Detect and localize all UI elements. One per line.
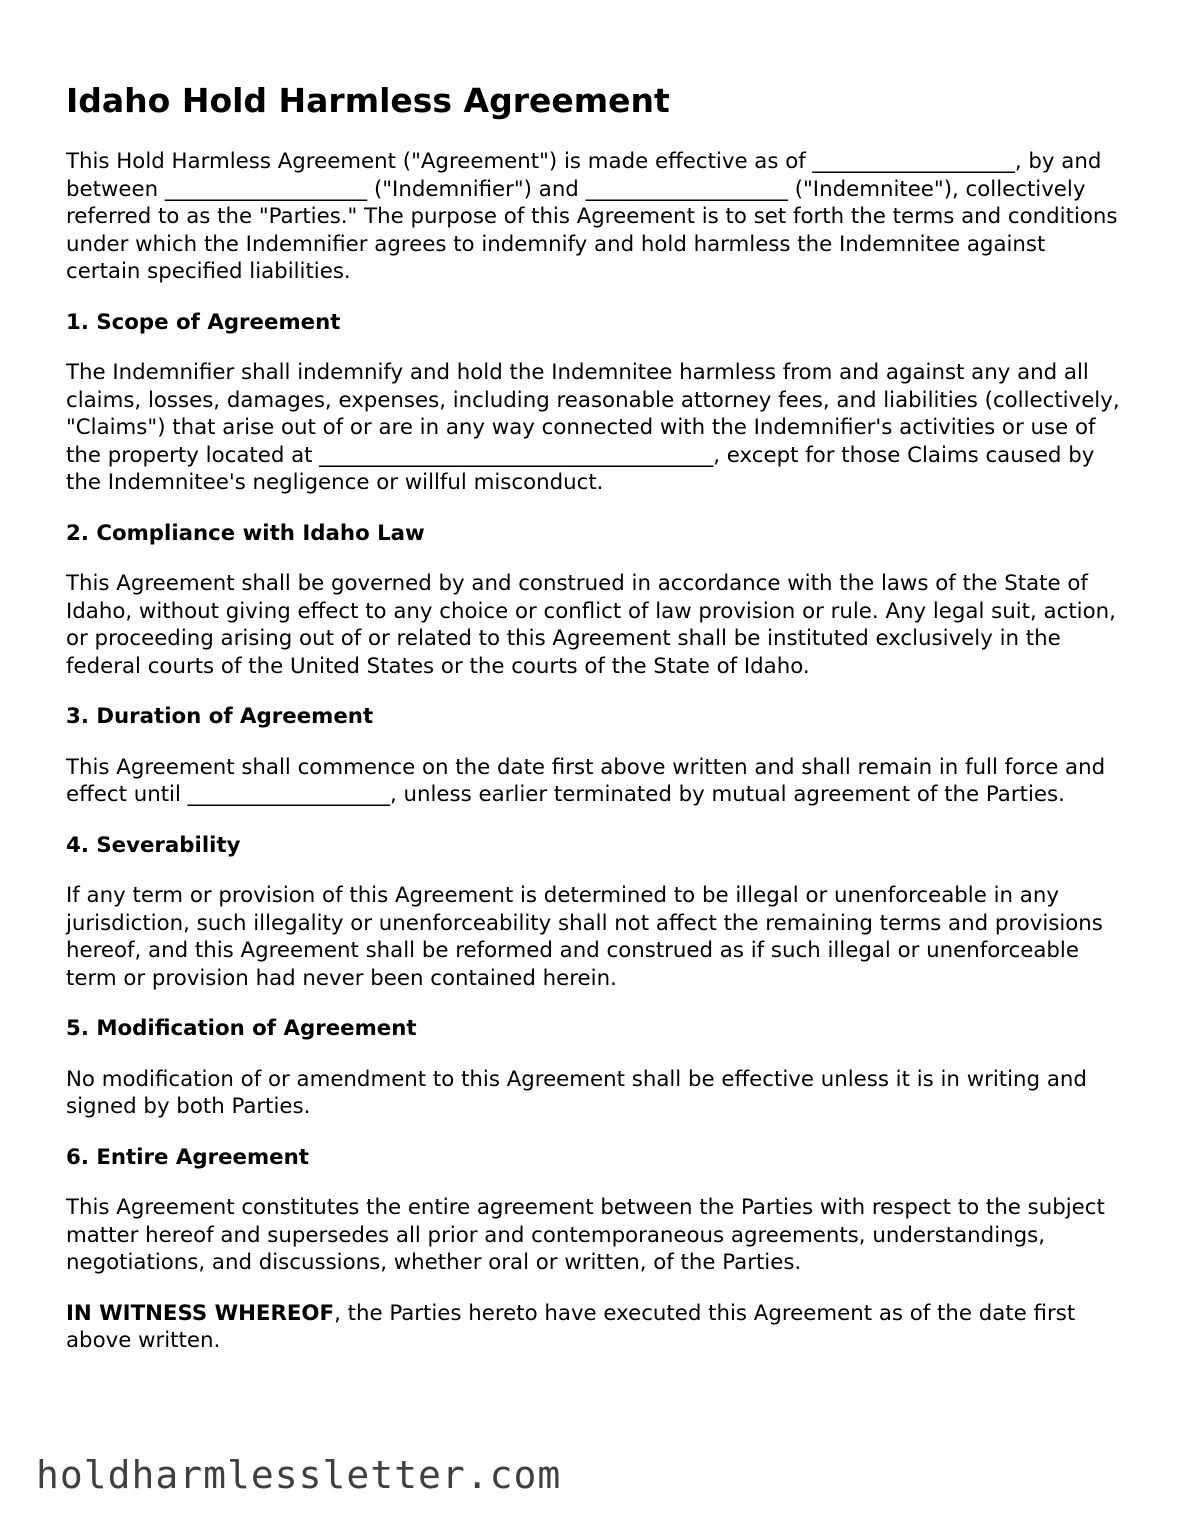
- witness-rest: , the Parties hereto have executed this Agreement as of the date first above written.: [66, 1300, 1076, 1353]
- section-body-entire-agreement: This Agreement constitutes the entire agreement between the Parties with respect to the subject matter hereof and supersedes all prior and contemporaneous agreements, understandings, negotiations, and discussions, whether oral or written, of the Parties.: [66, 1195, 1105, 1275]
- document-title: Idaho Hold Harmless Agreement: [66, 81, 670, 120]
- section-body-modification: No modification of or amendment to this Agreement shall be effective unless it is in writing and signed by both Parties.: [66, 1066, 1087, 1119]
- witness-lead: IN WITNESS WHEREOF: [66, 1300, 335, 1326]
- section-body-severability: If any term or provision of this Agreement is determined to be illegal or unenforceable in any jurisdiction, such illegality or unenforceability shall not affect the remaining terms and provisions hereof, and this Agreement shall be reformed and construed as if such illegal or unenforceable term or provision had never been contained herein.: [66, 883, 1103, 991]
- website-watermark: holdharmlessletter.com: [36, 1453, 562, 1497]
- intro-paragraph: This Hold Harmless Agreement ("Agreement") is made effective as of ___________________, by and between ___________________ ("Indemnifier") and ___________________ ("Indemnitee"), collectively referred to as the "Parties." The purpose of this Agreement is to set forth the terms and conditions under which the Indemnifier agrees to indemnify and hold harmless the Indemnitee against certain specified liabilities.: [66, 149, 1118, 284]
- section-body-scope: The Indemnifier shall indemnify and hold the Indemnitee harmless from and against any and all claims, losses, damages, expenses, including reasonable attorney fees, and liabilities (collectively, "Claims") that arise out of or are in any way connected with the Indemnifier's activities or use of the property located at _____________________________________, except for those Claims caused by the Indemnitee's negligence or willful misconduct.: [66, 360, 1120, 495]
- section-heading-modification: 5. Modification of Agreement: [66, 1016, 417, 1041]
- document-page: [66, 78, 1126, 1378]
- section-body-duration: This Agreement shall commence on the date first above written and shall remain in full force and effect until ___________________, unless earlier terminated by mutual agreement of the Parties.: [66, 754, 1106, 807]
- section-heading-compliance: 2. Compliance with Idaho Law: [66, 520, 425, 546]
- section-heading-severability: 4. Severability: [66, 832, 241, 858]
- section-heading-entire-agreement: 6. Entire Agreement: [66, 1144, 309, 1170]
- section-heading-duration: 3. Duration of Agreement: [66, 704, 374, 729]
- witness-paragraph: [66, 1300, 1126, 1355]
- section-heading-scope: 1. Scope of Agreement: [66, 309, 341, 335]
- section-body-compliance: This Agreement shall be governed by and construed in accordance with the laws of the State of Idaho, without giving effect to any choice or conflict of law provision or rule. Any legal suit, action, or proceeding arising out of or related to this Agreement shall be instituted exclusively in the federal courts of the United States or the courts of the State of Idaho.: [66, 571, 1116, 679]
